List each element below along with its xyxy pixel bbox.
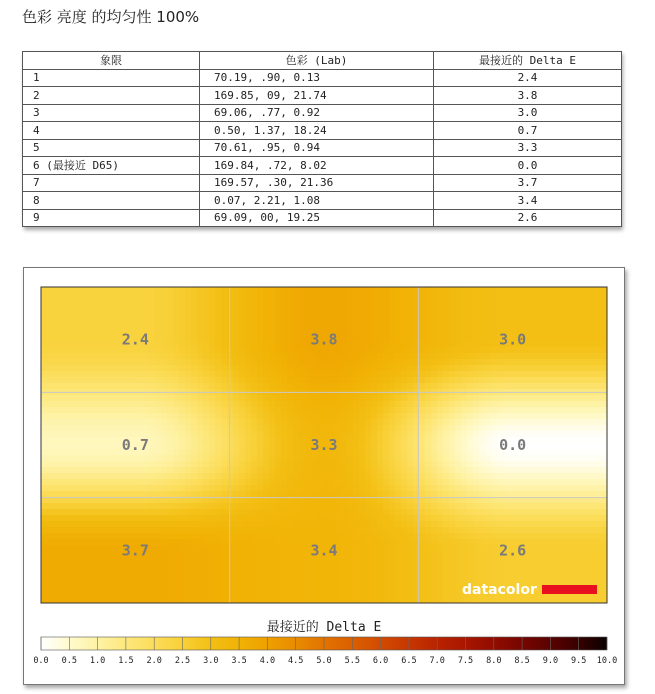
cell-quadrant: 9 <box>23 209 200 227</box>
colorbar-tick-label: 6.0 <box>372 656 389 666</box>
cell-lab: 0.07, 2.21, 1.08 <box>200 192 434 210</box>
cell-delta-e: 3.3 <box>434 139 622 157</box>
table-row <box>23 209 622 227</box>
cell-quadrant: 8 <box>23 192 200 210</box>
cell-delta-e: 3.4 <box>434 192 622 210</box>
table-row <box>23 192 622 210</box>
colorbar-tick-label: 7.5 <box>457 656 474 666</box>
cell-value-label: 3.8 <box>310 330 338 349</box>
page-title: 色彩 亮度 的均匀性 100% <box>22 8 200 26</box>
cell-lab: 169.57, .30, 21.36 <box>200 174 434 192</box>
colorbar-tick-label: 0.0 <box>33 656 49 666</box>
datacolor-logo: datacolor <box>462 582 537 598</box>
cell-lab: 0.50, 1.37, 18.24 <box>200 122 434 140</box>
colorbar-tick-label: 5.0 <box>316 656 332 666</box>
colorbar-tick-label: 2.0 <box>146 656 162 666</box>
table-row <box>23 104 622 122</box>
colorbar-tick-label: 9.0 <box>542 656 559 666</box>
lab-table-wrap <box>22 51 621 227</box>
cell-value-label: 3.0 <box>499 330 527 349</box>
colorbar-tick-label: 3.5 <box>231 656 247 666</box>
cell-delta-e: 0.7 <box>434 122 622 140</box>
cell-lab: 70.61, .95, 0.94 <box>200 139 434 157</box>
chart-frame <box>23 267 625 685</box>
cell-quadrant: 2 <box>23 87 200 105</box>
header-quadrant: 象限 <box>23 52 200 70</box>
cell-quadrant: 1 <box>23 69 200 87</box>
colorbar-tick-label: 3.0 <box>203 656 219 666</box>
table-row <box>23 174 622 192</box>
cell-quadrant: 6 (最接近 D65) <box>23 157 200 175</box>
table-row <box>23 87 622 105</box>
cell-value-label: 3.7 <box>121 541 149 560</box>
colorbar-tick-label: 1.5 <box>118 656 134 666</box>
cell-delta-e: 3.8 <box>434 87 622 105</box>
uniformity-chart <box>24 268 624 684</box>
cell-quadrant: 3 <box>23 104 200 122</box>
cell-value-label: 2.4 <box>121 330 149 349</box>
cell-value-label: 2.6 <box>499 541 527 560</box>
cell-value-label: 0.7 <box>121 436 149 454</box>
colorbar-tick-label: 8.0 <box>486 656 502 666</box>
cell-lab: 69.09, 00, 19.25 <box>200 209 434 227</box>
cell-delta-e: 3.7 <box>434 174 622 192</box>
table-row <box>23 139 622 157</box>
header-lab: 色彩 (Lab) <box>200 52 434 70</box>
cell-quadrant: 7 <box>23 174 200 192</box>
table-row <box>23 122 622 140</box>
cell-lab: 70.19, .90, 0.13 <box>200 69 434 87</box>
cell-value-label: 3.3 <box>310 436 338 454</box>
cell-lab: 169.85, 09, 21.74 <box>200 87 434 105</box>
colorbar-tick-label: 4.5 <box>288 656 304 666</box>
header-delta-e: 最接近的 Delta E <box>434 52 622 70</box>
cell-delta-e: 2.6 <box>434 209 622 227</box>
colorbar-tick-label: 2.5 <box>174 656 191 666</box>
table-row <box>23 69 622 87</box>
cell-quadrant: 5 <box>23 139 200 157</box>
table-header-row <box>23 52 622 70</box>
table-row <box>23 157 622 175</box>
cell-value-label: 0.0 <box>499 436 527 454</box>
colorbar-tick-label: 5.5 <box>344 656 360 666</box>
cell-quadrant: 4 <box>23 122 200 140</box>
cell-lab: 169.84, .72, 8.02 <box>200 157 434 175</box>
colorbar-tick-label: 6.5 <box>401 656 417 666</box>
logo-bar <box>542 585 597 594</box>
cell-lab: 69.06, .77, 0.92 <box>200 104 434 122</box>
colorbar-tick-label: 7.0 <box>429 656 445 666</box>
colorbar-label: 最接近的 Delta E <box>266 620 382 635</box>
colorbar-tick-label: 10.0 <box>596 656 618 666</box>
cell-value-label: 3.4 <box>310 541 338 560</box>
lab-table <box>22 51 622 227</box>
cell-delta-e: 2.4 <box>434 69 622 87</box>
colorbar-tick-label: 9.5 <box>571 656 587 666</box>
colorbar-tick-label: 0.5 <box>61 656 77 666</box>
colorbar-tick-label: 8.5 <box>514 656 530 666</box>
colorbar-tick-label: 1.0 <box>89 656 106 666</box>
cell-delta-e: 3.0 <box>434 104 622 122</box>
cell-delta-e: 0.0 <box>434 157 622 175</box>
colorbar-tick-label: 4.0 <box>259 656 276 666</box>
